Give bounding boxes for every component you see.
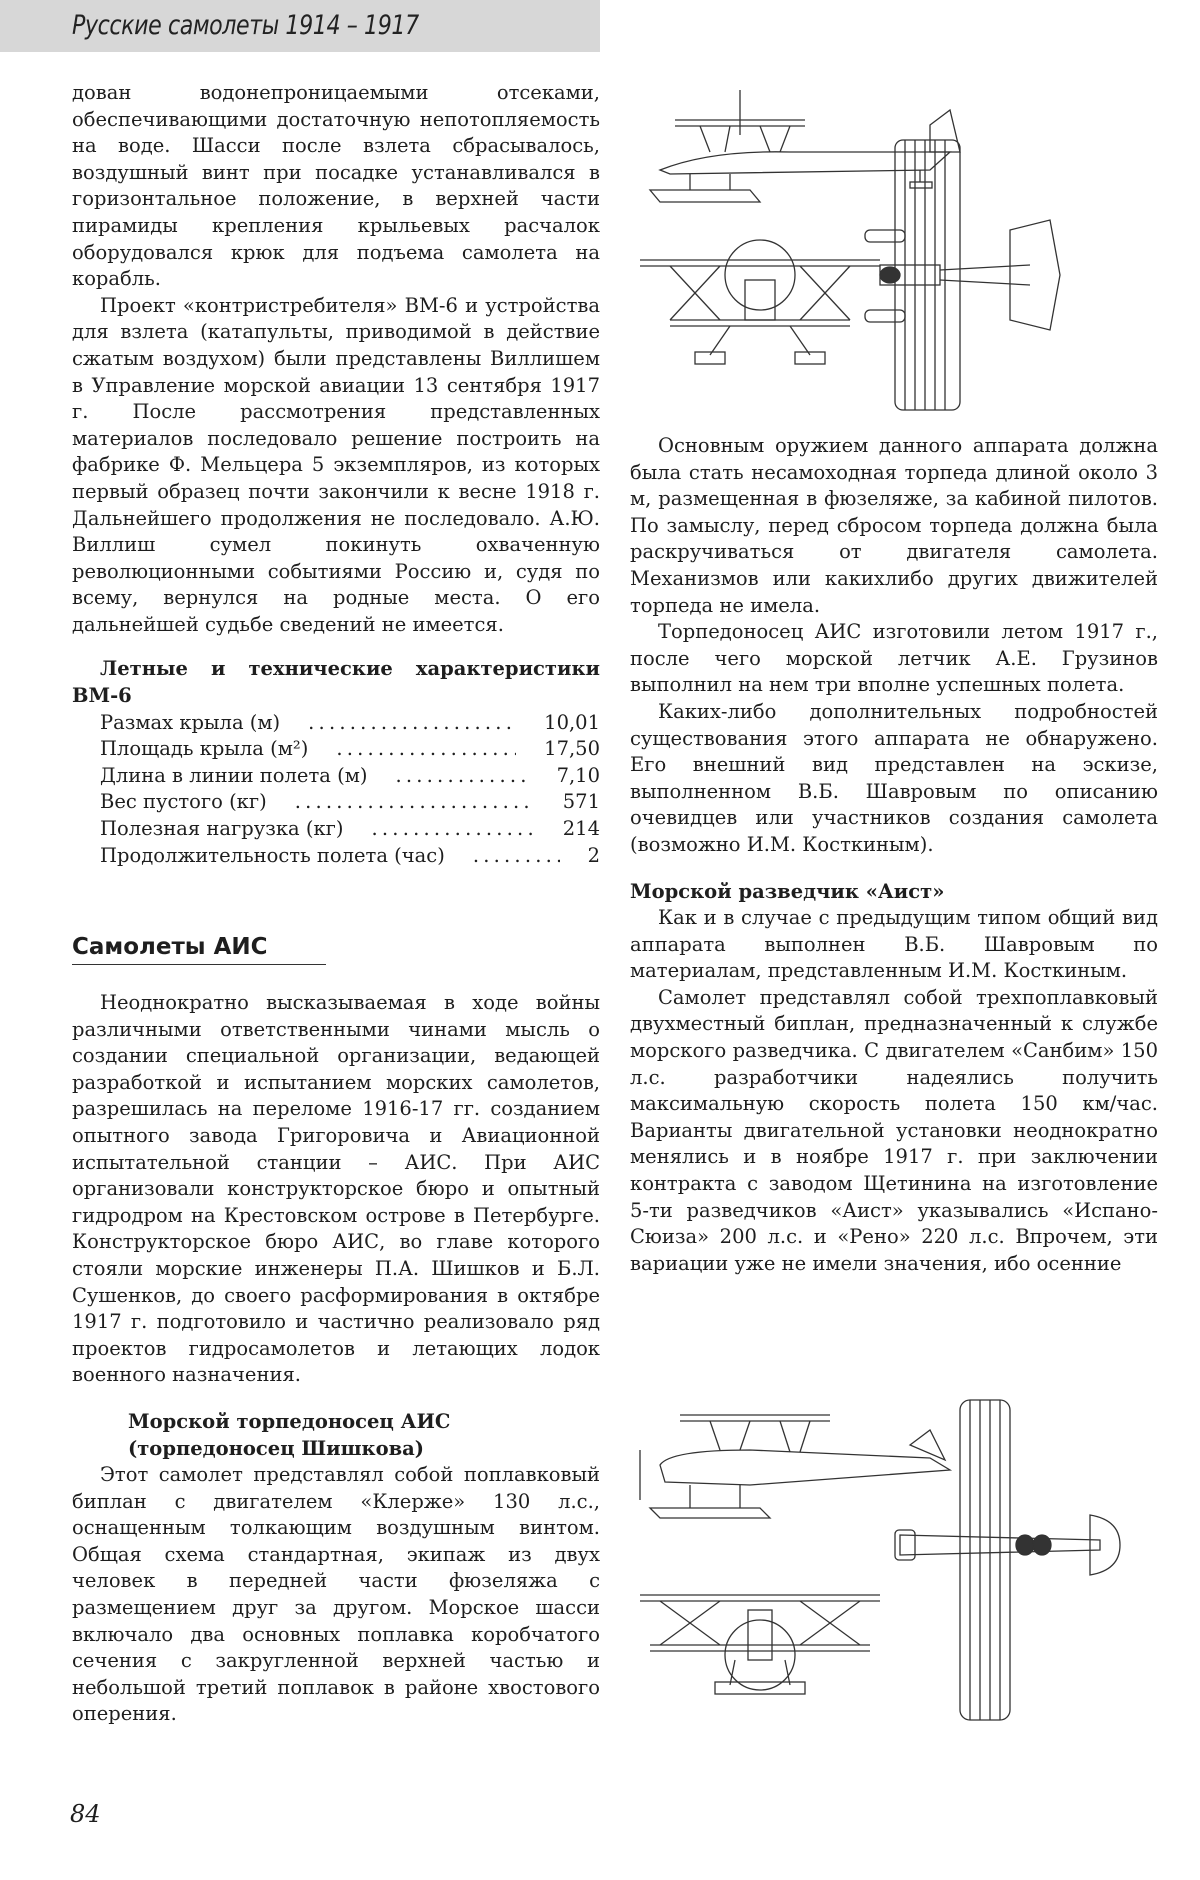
paragraph: Этот самолет представлял собой поплавковый биплан с двигателем «Клерже» 130 л.с., оснащенным толкающим воздушным винтом. Общая схема стандартная, экипаж из двух человек в передней части фюзеляжа с размещением друг за другом. Морское шасси включало два основных поплавка коробчатого сечения с закругленной верхней частью и небольшой третий поплавок в районе хвостового оперения. [72,1463,600,1726]
left-column-top [72,80,600,869]
spec-row: Длина в линии полета (м) . . . 7,10 [72,763,600,790]
page-number: 84 [70,1800,101,1828]
spec-row: Полезная нагрузка (кг) . . . 214 [72,816,600,843]
subheading: Морской торпедоносец АИС [128,1409,451,1433]
running-title: Русские самолеты 1914 – 1917 [72,10,419,41]
spec-table [72,710,600,870]
paragraph: дован водонепроницаемыми отсеками, обеспечивающими достаточную непотопляемость на воде. Шасси после взлета сбрасывалось, воздушный винт при посадке устанавливался в горизонтальное положение, в верхней части пирамиды крепления крыльевых расчалок оборудовался крюк для подъема самолета на корабль. [72,81,600,291]
spec-row: Площадь крыла (м²) . . . 17,50 [72,736,600,763]
subheading: Морской разведчик «Аист» [630,879,945,903]
figure-torpedo-bomber-drawing [630,90,1170,430]
top-view [865,140,1060,410]
paragraph: Торпедоносец АИС изготовили летом 1917 г., после чего морской летчик А.Е. Грузинов выполнил на нем три вполне успешных полета. [630,620,1158,697]
spec-row: Вес пустого (кг) . . . 571 [72,789,600,816]
spec-row: Продолжительность полета (час) . . . 2 [72,843,600,870]
paragraph: Как и в случае с предыдущим типом общий вид аппарата выполнен В.Б. Шавровым по материалам, представленным И.М. Косткиным. [630,906,1158,983]
section-title: Самолеты АИС [72,934,326,965]
left-column-bottom [72,990,600,1728]
side-view [640,1415,950,1518]
spec-table-title: Летные и технические характеристики ВМ-6 [72,657,600,708]
spec-row: Размах крыла (м) . . . 10,01 [72,710,600,737]
paragraph: Каких-либо дополнительных подробностей существования этого аппарата не обнаружено. Его внешний вид представлен на эскизе, выполненном В.Б. Шавровым по описанию очевидцев или участников создания самолета (возможно И.М. Косткиным). [630,699,1158,856]
front-view [640,1595,880,1694]
paragraph: Проект «контристребителя» ВМ-6 и устройства для взлета (катапульты, приводимой в действие сжатым воздухом) были представлены Виллишем в Управление морской авиации 13 сентября 1917 г. После рассмотрения представленных материалов последовало решение построить на фабрике Ф. Мельцера 5 экземпляров, из которых первый образец почти закончили к весне 1918 г. Дальнейшего продолжения не последовало. А.Ю. Виллиш сумел покинуть охваченную революционными событиями Россию и, судя по всему, вернулся на родные места. О его дальнейшей судьбе сведений не имеется. [72,293,600,636]
paragraph: Основным оружием данного аппарата должна была стать несамоходная торпеда длиной около 3 м, размещенная в фюзеляже, за кабиной пилотов. По замыслу, перед сбросом торпеда должна была раскручиваться от двигателя самолета. Механизмов или какихлибо других движителей торпеда не имела. [630,434,1158,617]
top-view [895,1400,1120,1720]
running-header [0,0,600,52]
front-view [640,240,880,364]
paragraph: Самолет представлял собой трехпоплавковый двухместный биплан, предназначенный к службе морского разведчика. С двигателем «Санбим» 150 л.с. разработчики надеялись получить максимальную скорость полета 150 км/час. Варианты двигательной установки неоднократно менялись и в ноябре 1917 г. при заключении контракта с заводом Щетинина на изготовление 5-ти разведчиков «Аист» указывались «Испано-Сюиза» 200 л.с. и «Рено» 220 л.с. Впрочем, эти вариации уже не имели значения, ибо осенние [630,985,1158,1275]
side-view [650,90,960,202]
paragraph: Неоднократно высказываемая в ходе войны различными ответственными чинами мысль о создании специальной организации, ведающей разработкой и испытанием морских самолетов, разрешилась на переломе 1916-17 гг. созданием опытного завода Григоровича и Авиационной испытательной станции – АИС. При АИС организовали конструкторское бюро и опытный гидродром на Крестовском острове в Петербурге. Конструкторское бюро АИС, во главе которого стояли морские инженеры П.А. Шишков и Б.Л. Сушенков, до своего расформирования в октябре 1917 г. подготовило и частично реализовало ряд проектов гидросамолетов и летающих лодок военного назначения. [72,991,600,1387]
figure-aist-drawing [630,1390,1170,1730]
right-column [630,433,1158,1277]
subheading: (торпедоносец Шишкова) [128,1436,425,1460]
